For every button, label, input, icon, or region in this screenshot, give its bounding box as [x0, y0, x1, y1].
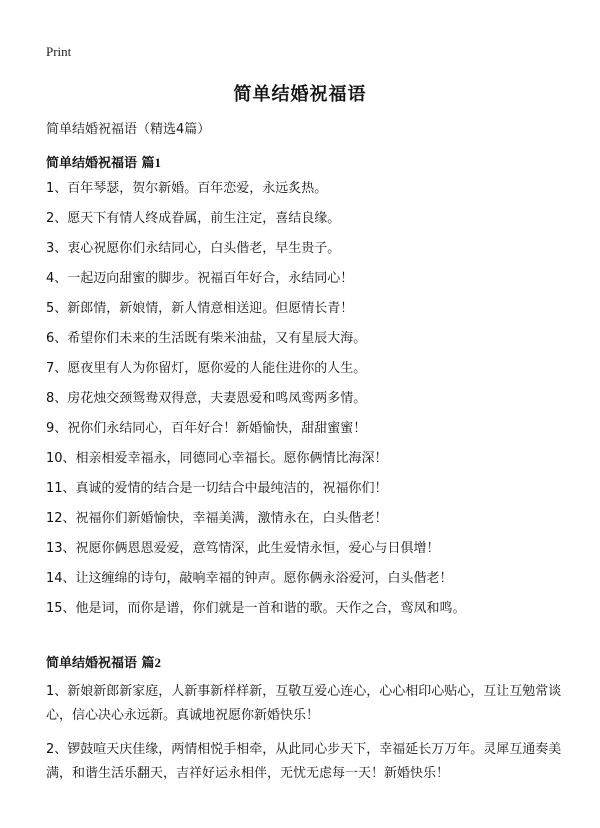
- page-title: 简单结婚祝福语: [233, 84, 367, 105]
- section-heading-2: [46, 652, 161, 671]
- section-heading-text: 简单结婚祝福语 篇: [46, 656, 155, 671]
- list-item: 6、希望你们未来的生活既有柴米油盐，又有星辰大海。: [46, 331, 367, 346]
- list-item: 10、相亲相爱幸福永，同德同心幸福长。愿你俩情比海深！: [46, 451, 388, 466]
- list-item: 13、祝愿你俩恩恩爱爱，意笃情深，此生爱情永恒，爱心与日俱增！: [46, 541, 440, 556]
- print-label: Print: [46, 44, 72, 59]
- list-item: 5、新郎情，新娘情，新人情意相送迎。但愿情长青！: [46, 301, 354, 316]
- list-item: 4、一起迈向甜蜜的脚步。祝福百年好合，永结同心！: [46, 271, 354, 286]
- list-item: 11、真诚的爱情的结合是一切结合中最纯洁的，祝福你们！: [46, 481, 388, 496]
- list-item: 15、他是词，而你是谱，你们就是一首和谐的歌。天作之合，鸾凤和鸣。: [46, 601, 466, 616]
- section-heading-1: [46, 152, 161, 171]
- list-item: 1、新娘新郎新家庭，人新事新样样新，互敬互爱心连心，心心相印心贴心，互让互勉常谈心，信心决心永远新。真诚地祝愿你新婚快乐！: [46, 684, 562, 723]
- list-item: 12、祝福你们新婚愉快，幸福美满，激情永在，白头偕老！: [46, 511, 388, 526]
- page-subtitle: 简单结婚祝福语（精选4篇）: [46, 122, 211, 137]
- list-item: 8、房花烛交颈鸳鸯双得意，夫妻恩爱和鸣凤鸾两多情。: [46, 391, 367, 406]
- list-item: 1、百年琴瑟，贺尔新婚。百年恋爱，永远炙热。: [46, 181, 328, 196]
- list-item: 7、愿夜里有人为你留灯，愿你爱的人能住进你的人生。: [46, 361, 367, 376]
- section-heading-text: 简单结婚祝福语 篇: [46, 156, 155, 171]
- section-heading-number: 2: [154, 655, 162, 670]
- list-item: 14、让这缠绵的诗句，敲响幸福的钟声。愿你俩永浴爱河，白头偕老！: [46, 571, 453, 586]
- section-heading-number: 1: [154, 155, 162, 170]
- blessing-list-2: [46, 680, 566, 796]
- list-item: 9、祝你们永结同心，百年好合！新婚愉快，甜甜蜜蜜！: [46, 421, 367, 436]
- list-item: 2、愿天下有情人终成眷属，前生注定，喜结良缘。: [46, 211, 341, 226]
- list-item: 2、锣鼓喧天庆佳缘，两情相悦手相牵，从此同心步天下，幸福延长万万年。灵犀互通奏美满，和谐生活乐翻天，吉祥好运永相伴，无忧无虑每一天！新婚快乐！: [46, 742, 562, 781]
- list-item: 3、衷心祝愿你们永结同心，白头偕老，早生贵子。: [46, 241, 341, 256]
- blessing-list-1: [46, 180, 566, 630]
